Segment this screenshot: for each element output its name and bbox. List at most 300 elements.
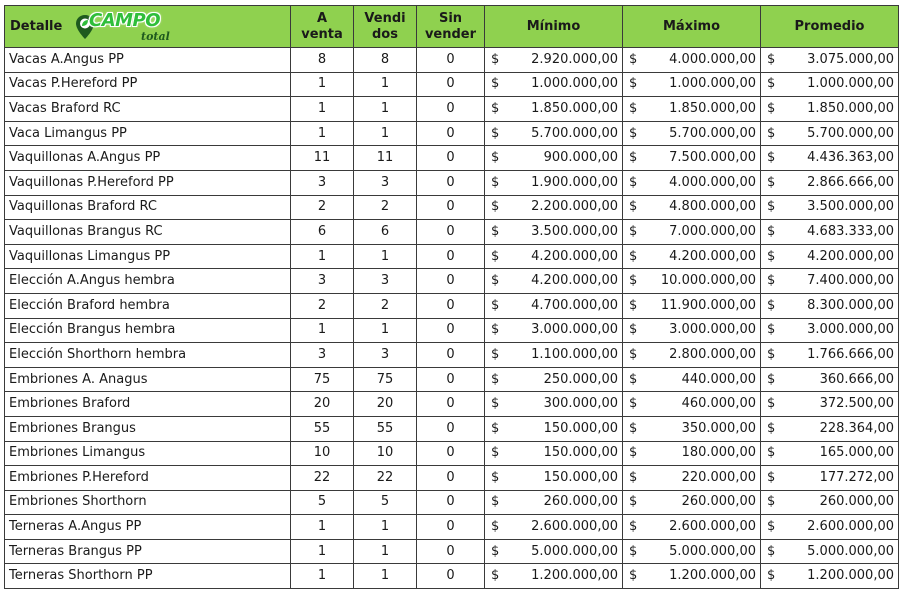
amount-promedio: 5.000.000,00 [807,543,894,559]
cell-minimo [485,48,623,73]
table-row [5,269,899,294]
amount-maximo: 350.000,00 [681,420,756,436]
cell-promedio [761,490,899,515]
currency-symbol: $ [491,568,500,584]
cell-vendidos: 1 [354,244,417,269]
currency-symbol: $ [629,494,638,510]
cell-detalle: Vaquillonas A.Angus PP [5,146,291,171]
cell-sin-vender: 0 [417,539,485,564]
table-row [5,244,899,269]
amount-minimo: 1.900.000,00 [531,174,618,190]
cell-vendidos: 3 [354,269,417,294]
cell-detalle: Terneras Shorthorn PP [5,564,291,589]
cell-minimo [485,490,623,515]
header-detalle-label: Detalle [10,18,63,34]
amount-promedio: 8.300.000,00 [807,297,894,313]
cell-promedio [761,367,899,392]
amount-promedio: 4.683.333,00 [807,223,894,239]
cell-maximo [623,564,761,589]
currency-symbol: $ [767,100,776,116]
amount-minimo: 1.000.000,00 [531,76,618,92]
amount-minimo: 4.200.000,00 [531,273,618,289]
header-row [5,6,899,48]
header-sin-vender-line2: vender [424,26,477,42]
cell-detalle: Embriones Shorthorn [5,490,291,515]
currency-symbol: $ [767,273,776,289]
cell-promedio [761,293,899,318]
cell-minimo [485,416,623,441]
currency-symbol: $ [629,273,638,289]
cell-maximo [623,121,761,146]
table-row [5,146,899,171]
amount-maximo: 4.200.000,00 [669,248,756,264]
cell-a-venta: 11 [291,146,354,171]
cell-a-venta: 10 [291,441,354,466]
amount-promedio: 1.000.000,00 [807,76,894,92]
cell-promedio [761,146,899,171]
amount-minimo: 4.700.000,00 [531,297,618,313]
header-a-venta [291,6,354,48]
cell-vendidos: 1 [354,97,417,122]
logo-brand-text: CAMPO [89,10,161,31]
table-body [5,48,899,589]
amount-minimo: 5.700.000,00 [531,125,618,141]
cell-promedio [761,392,899,417]
cell-maximo [623,318,761,343]
amount-maximo: 4.000.000,00 [669,51,756,67]
cell-vendidos: 8 [354,48,417,73]
cell-sin-vender: 0 [417,72,485,97]
table-row [5,195,899,220]
logo-sub-text: total [141,30,170,43]
cell-promedio [761,220,899,245]
currency-symbol: $ [629,223,638,239]
cell-vendidos: 2 [354,293,417,318]
cell-maximo [623,343,761,368]
cell-detalle: Embriones Braford [5,392,291,417]
cell-promedio [761,416,899,441]
amount-promedio: 260.000,00 [819,494,894,510]
table-row [5,416,899,441]
amount-minimo: 4.200.000,00 [531,248,618,264]
cell-maximo [623,466,761,491]
header-a-venta-line1: A [316,10,328,26]
table-row [5,392,899,417]
currency-symbol: $ [767,174,776,190]
amount-promedio: 4.436.363,00 [807,150,894,166]
amount-maximo: 4.800.000,00 [669,199,756,215]
currency-symbol: $ [629,543,638,559]
cell-sin-vender: 0 [417,195,485,220]
currency-symbol: $ [767,445,776,461]
amount-minimo: 260.000,00 [543,494,618,510]
cell-minimo [485,539,623,564]
amount-maximo: 11.900.000,00 [660,297,756,313]
cell-promedio [761,539,899,564]
header-promedio: Promedio [761,6,899,48]
header-vendidos [354,6,417,48]
cell-detalle: Vacas P.Hereford PP [5,72,291,97]
cell-a-venta: 1 [291,121,354,146]
cell-maximo [623,48,761,73]
cell-vendidos: 3 [354,343,417,368]
table-row [5,72,899,97]
amount-minimo: 2.600.000,00 [531,519,618,535]
header-sin-vender [417,6,485,48]
cell-a-venta: 1 [291,564,354,589]
cell-detalle: Embriones A. Anagus [5,367,291,392]
currency-symbol: $ [767,297,776,313]
cell-minimo [485,170,623,195]
currency-symbol: $ [629,469,638,485]
amount-promedio: 1.850.000,00 [807,100,894,116]
cell-maximo [623,515,761,540]
amount-promedio: 165.000,00 [819,445,894,461]
amount-minimo: 250.000,00 [543,371,618,387]
cell-vendidos: 20 [354,392,417,417]
cell-a-venta: 3 [291,170,354,195]
cell-maximo [623,195,761,220]
cell-promedio [761,195,899,220]
currency-symbol: $ [491,100,500,116]
currency-symbol: $ [491,494,500,510]
cell-minimo [485,466,623,491]
cell-a-venta: 1 [291,244,354,269]
cell-sin-vender: 0 [417,490,485,515]
campo-total-logo [75,12,185,44]
currency-symbol: $ [491,445,500,461]
currency-symbol: $ [491,125,500,141]
amount-maximo: 460.000,00 [681,396,756,412]
amount-promedio: 1.766.666,00 [807,346,894,362]
table-row [5,48,899,73]
amount-maximo: 2.600.000,00 [669,519,756,535]
cell-sin-vender: 0 [417,367,485,392]
currency-symbol: $ [491,174,500,190]
cell-detalle: Vaca Limangus PP [5,121,291,146]
cell-minimo [485,97,623,122]
cell-vendidos: 22 [354,466,417,491]
table-row [5,97,899,122]
cell-vendidos: 5 [354,490,417,515]
cell-vendidos: 10 [354,441,417,466]
cell-sin-vender: 0 [417,343,485,368]
cell-detalle: Vaquillonas Limangus PP [5,244,291,269]
currency-symbol: $ [629,371,638,387]
cell-promedio [761,170,899,195]
currency-symbol: $ [767,494,776,510]
amount-minimo: 300.000,00 [543,396,618,412]
table-row [5,121,899,146]
cell-sin-vender: 0 [417,441,485,466]
cell-detalle: Vacas Braford RC [5,97,291,122]
amount-promedio: 3.500.000,00 [807,199,894,215]
currency-symbol: $ [629,199,638,215]
table-row [5,318,899,343]
amount-promedio: 372.500,00 [819,396,894,412]
results-table [4,5,899,589]
amount-minimo: 150.000,00 [543,469,618,485]
currency-symbol: $ [491,346,500,362]
currency-symbol: $ [767,322,776,338]
currency-symbol: $ [767,76,776,92]
cell-maximo [623,146,761,171]
currency-symbol: $ [491,543,500,559]
currency-symbol: $ [767,469,776,485]
cell-a-venta: 3 [291,343,354,368]
cell-minimo [485,367,623,392]
amount-maximo: 440.000,00 [681,371,756,387]
amount-minimo: 2.200.000,00 [531,199,618,215]
cell-promedio [761,441,899,466]
amount-maximo: 4.000.000,00 [669,174,756,190]
amount-promedio: 2.866.666,00 [807,174,894,190]
cell-detalle: Elección Brangus hembra [5,318,291,343]
amount-maximo: 1.000.000,00 [669,76,756,92]
cell-vendidos: 6 [354,220,417,245]
table-row [5,441,899,466]
cell-detalle: Embriones Limangus [5,441,291,466]
currency-symbol: $ [491,248,500,264]
table-row [5,539,899,564]
currency-symbol: $ [767,420,776,436]
cell-a-venta: 2 [291,195,354,220]
amount-maximo: 2.800.000,00 [669,346,756,362]
amount-maximo: 220.000,00 [681,469,756,485]
cell-sin-vender: 0 [417,170,485,195]
cell-promedio [761,48,899,73]
amount-promedio: 3.000.000,00 [807,322,894,338]
currency-symbol: $ [767,199,776,215]
currency-symbol: $ [629,346,638,362]
amount-maximo: 1.850.000,00 [669,100,756,116]
cell-promedio [761,97,899,122]
amount-minimo: 2.920.000,00 [531,51,618,67]
table-row [5,293,899,318]
cell-sin-vender: 0 [417,269,485,294]
amount-maximo: 7.500.000,00 [669,150,756,166]
cell-vendidos: 2 [354,195,417,220]
currency-symbol: $ [491,297,500,313]
cell-a-venta: 20 [291,392,354,417]
amount-minimo: 900.000,00 [543,150,618,166]
currency-symbol: $ [629,519,638,535]
table-row [5,490,899,515]
amount-minimo: 1.850.000,00 [531,100,618,116]
cell-maximo [623,97,761,122]
cell-a-venta: 1 [291,539,354,564]
cell-detalle: Elección Shorthorn hembra [5,343,291,368]
amount-minimo: 150.000,00 [543,420,618,436]
currency-symbol: $ [629,76,638,92]
table-row [5,367,899,392]
amount-promedio: 2.600.000,00 [807,519,894,535]
currency-symbol: $ [629,174,638,190]
currency-symbol: $ [767,248,776,264]
cell-detalle: Elección Braford hembra [5,293,291,318]
cell-promedio [761,515,899,540]
cell-promedio [761,72,899,97]
cell-a-venta: 6 [291,220,354,245]
cell-detalle: Vacas A.Angus PP [5,48,291,73]
header-vendidos-line2: dos [372,26,398,42]
cell-maximo [623,72,761,97]
cell-promedio [761,318,899,343]
currency-symbol: $ [629,445,638,461]
currency-symbol: $ [491,469,500,485]
cell-detalle: Embriones Brangus [5,416,291,441]
amount-minimo: 1.200.000,00 [531,568,618,584]
table-row [5,564,899,589]
cell-vendidos: 1 [354,564,417,589]
cell-vendidos: 1 [354,72,417,97]
currency-symbol: $ [767,396,776,412]
amount-minimo: 3.500.000,00 [531,223,618,239]
currency-symbol: $ [491,420,500,436]
cell-a-venta: 8 [291,48,354,73]
header-sin-vender-line1: Sin [438,10,463,26]
amount-promedio: 3.075.000,00 [807,51,894,67]
header-a-venta-line2: venta [301,26,343,42]
cell-a-venta: 5 [291,490,354,515]
cell-detalle: Terneras A.Angus PP [5,515,291,540]
cell-minimo [485,564,623,589]
currency-symbol: $ [629,125,638,141]
currency-symbol: $ [767,125,776,141]
amount-promedio: 228.364,00 [819,420,894,436]
cell-maximo [623,416,761,441]
currency-symbol: $ [767,346,776,362]
cell-vendidos: 3 [354,170,417,195]
cell-vendidos: 55 [354,416,417,441]
cell-minimo [485,269,623,294]
header-minimo: Mínimo [485,6,623,48]
cell-promedio [761,269,899,294]
cell-a-venta: 1 [291,72,354,97]
cell-sin-vender: 0 [417,146,485,171]
amount-promedio: 1.200.000,00 [807,568,894,584]
currency-symbol: $ [491,199,500,215]
amount-promedio: 177.272,00 [819,469,894,485]
cell-sin-vender: 0 [417,564,485,589]
currency-symbol: $ [629,322,638,338]
currency-symbol: $ [629,100,638,116]
currency-symbol: $ [491,51,500,67]
cell-minimo [485,441,623,466]
cell-minimo [485,195,623,220]
amount-minimo: 1.100.000,00 [531,346,618,362]
cell-detalle: Terneras Brangus PP [5,539,291,564]
cell-sin-vender: 0 [417,392,485,417]
cell-minimo [485,392,623,417]
cell-minimo [485,515,623,540]
cell-maximo [623,367,761,392]
cell-promedio [761,343,899,368]
amount-maximo: 260.000,00 [681,494,756,510]
currency-symbol: $ [629,396,638,412]
currency-symbol: $ [629,568,638,584]
cell-maximo [623,170,761,195]
cell-minimo [485,220,623,245]
cell-sin-vender: 0 [417,515,485,540]
amount-maximo: 10.000.000,00 [660,273,756,289]
cell-sin-vender: 0 [417,48,485,73]
cell-minimo [485,343,623,368]
cell-sin-vender: 0 [417,293,485,318]
cell-vendidos: 75 [354,367,417,392]
cell-sin-vender: 0 [417,416,485,441]
currency-symbol: $ [767,150,776,166]
currency-symbol: $ [767,519,776,535]
cell-detalle: Elección A.Angus hembra [5,269,291,294]
cell-detalle: Embriones P.Hereford [5,466,291,491]
currency-symbol: $ [491,273,500,289]
amount-maximo: 5.000.000,00 [669,543,756,559]
currency-symbol: $ [767,371,776,387]
cell-maximo [623,220,761,245]
cell-a-venta: 75 [291,367,354,392]
currency-symbol: $ [767,568,776,584]
amount-minimo: 150.000,00 [543,445,618,461]
cell-vendidos: 1 [354,515,417,540]
cell-sin-vender: 0 [417,466,485,491]
cell-detalle: Vaquillonas Brangus RC [5,220,291,245]
currency-symbol: $ [491,396,500,412]
amount-maximo: 3.000.000,00 [669,322,756,338]
cell-maximo [623,539,761,564]
table-row [5,515,899,540]
cell-a-venta: 22 [291,466,354,491]
cell-sin-vender: 0 [417,121,485,146]
currency-symbol: $ [629,297,638,313]
currency-symbol: $ [491,371,500,387]
header-detalle [5,6,291,48]
currency-symbol: $ [629,248,638,264]
cell-maximo [623,244,761,269]
cell-minimo [485,293,623,318]
amount-minimo: 5.000.000,00 [531,543,618,559]
cell-maximo [623,392,761,417]
currency-symbol: $ [491,322,500,338]
cell-a-venta: 55 [291,416,354,441]
amount-maximo: 180.000,00 [681,445,756,461]
cell-a-venta: 3 [291,269,354,294]
amount-promedio: 360.666,00 [819,371,894,387]
cell-minimo [485,244,623,269]
currency-symbol: $ [629,420,638,436]
amount-maximo: 7.000.000,00 [669,223,756,239]
currency-symbol: $ [767,543,776,559]
table-row [5,466,899,491]
currency-symbol: $ [491,519,500,535]
header-vendidos-line1: Vendi [364,10,406,26]
amount-promedio: 7.400.000,00 [807,273,894,289]
amount-minimo: 3.000.000,00 [531,322,618,338]
cell-promedio [761,466,899,491]
cell-detalle: Vaquillonas Braford RC [5,195,291,220]
cell-minimo [485,121,623,146]
table-row [5,220,899,245]
currency-symbol: $ [629,51,638,67]
cell-maximo [623,441,761,466]
cell-maximo [623,490,761,515]
cell-a-venta: 1 [291,515,354,540]
cell-vendidos: 1 [354,121,417,146]
cell-a-venta: 1 [291,318,354,343]
amount-maximo: 1.200.000,00 [669,568,756,584]
currency-symbol: $ [491,223,500,239]
cell-maximo [623,293,761,318]
